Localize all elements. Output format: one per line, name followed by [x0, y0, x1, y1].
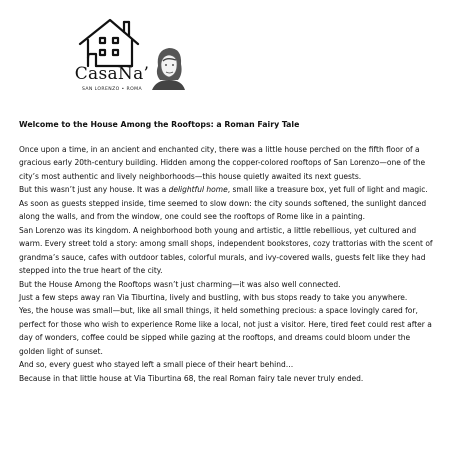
portrait-sketch-icon [150, 44, 186, 90]
paragraph-5: Just a few steps away ran Via Tiburtina, lively and bustling, with bus stops ready to take you anywhere. [19, 292, 408, 302]
paragraph-4: But the House Among the Rooftops wasn’t just charming—it was also well connected. [19, 279, 341, 289]
paragraph-3: San Lorenzo was its kingdom. A neighborhood both young and artistic, a little rebellious, yet cultured and warm. Every street told a story: among small shops, independent bookstores, cozy trattorias with the scent of grandma’s sauce, cafes with outdoor tables, colorful murals, and ivy-covered walls, guests felt like they had stepped into the true heart of the city. [19, 225, 433, 276]
logo-area [0, 0, 450, 110]
brand-name: CasaNa’ [74, 64, 150, 84]
article [19, 118, 435, 385]
article-title: Welcome to the House Among the Rooftops: a Roman Fairy Tale [19, 120, 300, 129]
house-logo-icon [76, 14, 142, 70]
paragraph-2-emphasis: delightful home [168, 185, 228, 195]
paragraph-8: Because in that little house at Via Tiburtina 68, the real Roman fairy tale never truly ended. [19, 373, 364, 383]
brand-subtitle: SAN LORENZO • ROMA [81, 87, 143, 92]
paragraph-2-end: , small like a treasure box, yet full of light and magic. As soon as guests stepped inside, time seemed to slow down: the city sounds softened, the sunlight danced along the walls, and from the window, one could see the rooftops of Rome like in a painting. [19, 185, 428, 222]
paragraph-7: And so, every guest who stayed left a small piece of their heart behind… [19, 360, 294, 370]
paragraph-6: Yes, the house was small—but, like all small things, it held something precious: a space lovingly cared for, perfect for those who wish to experience Rome like a local, not just a visitor. Here, tired feet could rest after a day of wonders, coffee could be sipped while gazing at the rooftops, and dreams could bloom under the golden light of sunset. [19, 306, 432, 356]
paragraph-2 [19, 183, 435, 223]
paragraph-2-start: But this wasn’t just any house. It was a [19, 185, 169, 195]
paragraph-1: Once upon a time, in an ancient and enchanted city, there was a little house perched on the fifth floor of a gracious early 20th-century building. Hidden among the copper-colored rooftops of San Lorenzo—one of the city’s most authentic and lively neighborhoods—this house quietly awaited its next guests. [19, 145, 426, 181]
